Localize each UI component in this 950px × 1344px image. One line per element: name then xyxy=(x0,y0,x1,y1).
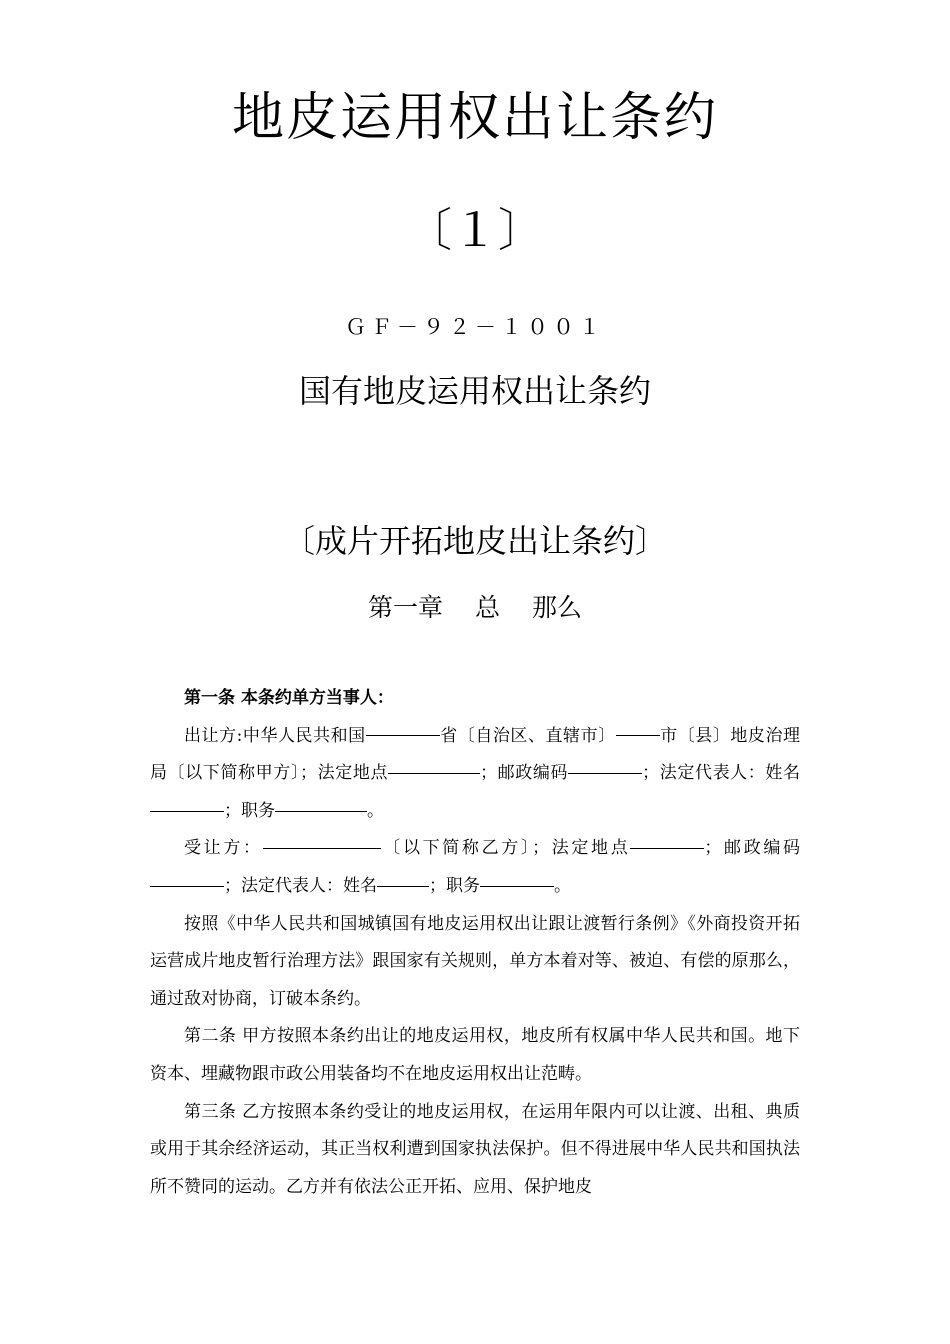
blank-field xyxy=(150,811,224,812)
text-run: 。 xyxy=(367,800,384,821)
text-run: 出让方:中华人民共和国 xyxy=(184,725,366,746)
blank-field xyxy=(275,811,367,812)
text-run: 省〔自治区、直辖市〕 xyxy=(439,725,616,746)
article-1-basis: 按照《中华人民共和国城镇国有地皮运用权出让跟让渡暂行条例》《外商投资开拓运营成片地皮暂行治理方法》跟国家有关规则，单方本着对等、被迫、有偿的原那么，通过敌对协商，订破本条约。 xyxy=(150,913,800,1009)
standard-code: ＧＦ－９２－１００１ xyxy=(345,315,605,339)
volume-number: 〔１〕 xyxy=(406,203,544,257)
article-1-party-b xyxy=(150,830,800,905)
blank-field xyxy=(616,735,660,736)
text-run: ；法定代表人：姓名 xyxy=(224,875,377,896)
text-run: ；法定代表人：姓名 xyxy=(642,763,801,784)
text-run: ；职务 xyxy=(224,800,275,821)
text-run: ；邮政编码 xyxy=(480,763,569,784)
article-1-party-a xyxy=(150,718,800,831)
text-run: ；邮政编码 xyxy=(704,838,801,859)
text-run: 。 xyxy=(554,875,571,896)
blank-field xyxy=(388,773,480,774)
contract-subtitle: 国有地皮运用权出让条约 xyxy=(298,372,651,410)
text-run: 〔以下简称乙方〕；法定地点 xyxy=(380,838,631,859)
blank-field xyxy=(366,735,440,736)
text-run: 受让方： xyxy=(184,838,263,859)
article-2: 第二条 甲方按照本条约出让的地皮运用权，地皮所有权属中华人民共和国。地下资本、埋藏物跟市政公用装备均不在地皮运用权出让范畴。 xyxy=(150,1026,800,1084)
blank-field xyxy=(263,848,381,849)
chapter-heading: 第一章 总 那么 xyxy=(368,593,582,622)
contract-type: 〔成片开拓地皮出让条约〕 xyxy=(282,522,667,560)
blank-field xyxy=(150,886,224,887)
blank-field xyxy=(480,886,554,887)
blank-field xyxy=(630,848,704,849)
blank-field xyxy=(377,886,429,887)
blank-field xyxy=(568,773,642,774)
contract-body xyxy=(150,680,800,1206)
article-3: 第三条 乙方按照本条约受让的地皮运用权，在运用年限内可以让渡、出租、典质或用于其余经济运动，其正当权利遭到国家执法保护。但不得进展中华人民共和国执法所不赞同的运动。乙方并有依法公正开拓、应用、保护地皮 xyxy=(150,1101,800,1197)
document-title: 地皮运用权出让条约 xyxy=(231,88,718,148)
text-run: ；职务 xyxy=(429,875,480,896)
text-run: 市〔县〕地皮治理局〔以下简称甲方〕；法定地点 xyxy=(150,725,801,784)
article-1-heading: 第一条 本条约单方当事人： xyxy=(184,688,394,708)
